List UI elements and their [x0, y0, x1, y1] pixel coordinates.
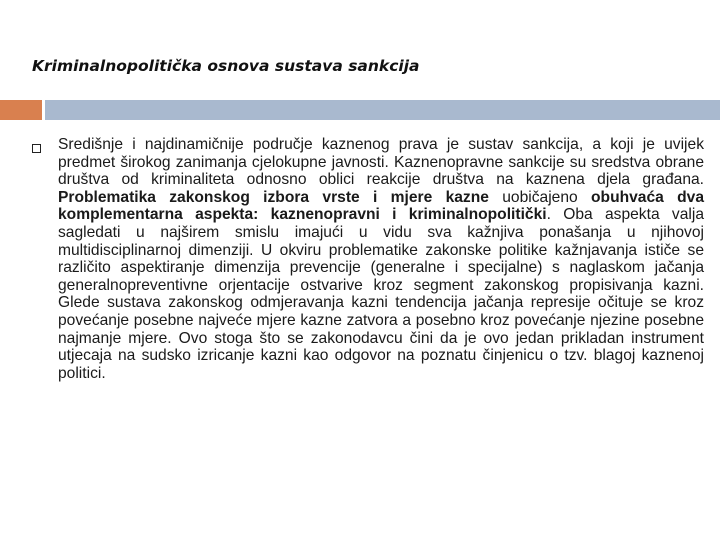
title-accent-bar — [0, 100, 42, 120]
paragraph-text-part1: Središnje i najdinamičnije područje kaznenog prava je sustav sankcija, a koji je uvijek predmet širokog zanimanja cjelokupne javnosti. Kaznenopravne sankcije su sredstva obrane društva od kriminaliteta odnosno oblici reakcije društva na kaznena djela građana. — [58, 136, 704, 189]
paragraph-text-part2: uobičajeno — [488, 188, 592, 206]
slide-title: Kriminalnopolitička osnova sustava sankcija — [32, 57, 420, 75]
paragraph-bold-phrase-2: obuhvaća dva komplementarna aspekta: kaznenopravni i kriminalnopolitički — [58, 188, 704, 224]
paragraph-bold-phrase-1: Problematika zakonskog izbora vrste i mjere kazne — [58, 188, 489, 206]
paragraph-text-part3: . Oba aspekta valja sagledati u najširem smislu imajući u vidu sva kažnjiva ponašanja u njihovoj multidisciplinarnoj dimenziji. U okviru problematike zakonske politike kažnjavanja ističe se različito aspektiranje dimenzija prevencije (generalne i specijalne) s naglaskom jačanja generalnopreventivne orjentacije ostvarive kroz segment zakonskog propisivanja kazni. Glede sustava zakonskog odmjeravanja kazni tendencija jačanja represije očituje se kroz povećanje posebne najveće mjere kazne zatvora a posebno kroz povećanje njezine posebne najmanje mjere. Ovo stoga što se zakonodavcu čini da je ovo jedan prikladan instrument utjecaja na sudsko izricanje kazni kao odgovor na poznatu činjenicu o tzv. blagoj kaznenoj politici. — [58, 206, 704, 382]
title-underline-bar — [45, 100, 720, 120]
hollow-square-bullet-icon — [32, 144, 41, 153]
body-paragraph — [58, 136, 704, 382]
